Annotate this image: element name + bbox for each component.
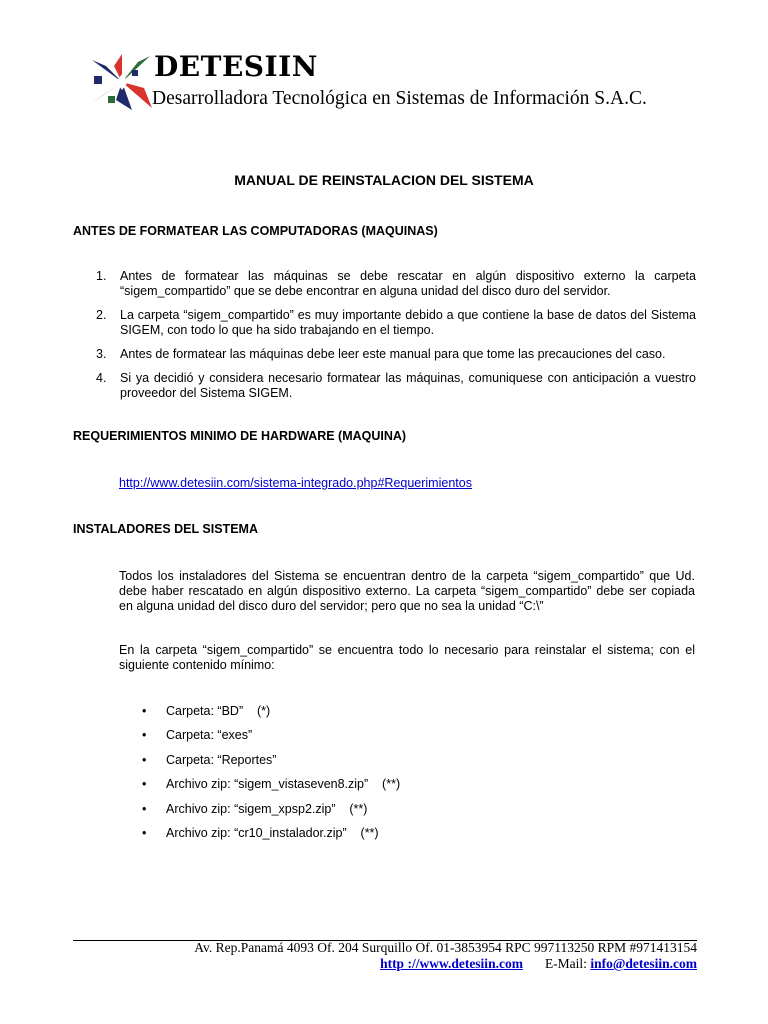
list-item <box>140 802 400 826</box>
list-item <box>140 728 400 752</box>
list-item-text: Archivo zip: “sigem_vistaseven8.zip” (**) <box>166 777 401 792</box>
footer-website-link[interactable]: http ://www.detesiin.com <box>380 956 523 971</box>
list-item <box>140 753 400 777</box>
footer-address: Av. Rep.Panamá 4093 Of. 204 Surquillo Of. 01-3853954 RPC 997113250 RPM #971413154 <box>194 940 697 955</box>
section-heading-before-format: ANTES DE FORMATEAR LAS COMPUTADORAS (MAQUINAS) <box>73 224 438 238</box>
section-heading-hardware: REQUERIMIENTOS MINIMO DE HARDWARE (MAQUINA) <box>73 429 407 443</box>
content-paragraph: En la carpeta “sigem_compartido” se encuentra todo lo necesario para reinstalar el sistema; con el siguiente contenido mínimo: <box>119 643 695 672</box>
list-item-text: Antes de formatear las máquinas debe leer este manual para que tome las precauciones del caso. <box>120 347 666 361</box>
list-item-number: 1. <box>96 269 107 283</box>
bullet-icon: • <box>142 752 147 767</box>
detesiin-logo-icon <box>88 52 154 112</box>
list-item <box>90 371 696 401</box>
list-item <box>90 347 696 362</box>
list-item <box>140 704 400 728</box>
footer-email-link[interactable]: info@detesiin.com <box>590 956 697 971</box>
list-item-text: La carpeta “sigem_compartido” es muy importante debido a que contiene la base de datos del Sistema SIGEM, con todo lo que ha sido trabajando en el tiempo. <box>120 308 696 337</box>
bullet-icon: • <box>142 728 147 743</box>
brand-subtitle: Desarrolladora Tecnológica en Sistemas de Información S.A.C. <box>152 88 647 109</box>
list-item-text: Carpeta: “Reportes” <box>166 752 277 767</box>
installers-paragraph: Todos los instaladores del Sistema se encuentran dentro de la carpeta “sigem_compartido” que Ud. debe haber rescatado en algún dispositivo externo. La carpeta “sigem_compartido” debe ser copiada en alguna unidad del disco duro del servidor; pero que no sea la unidad “C:\” <box>119 569 695 613</box>
bullet-list <box>140 704 400 850</box>
footer-contact <box>73 956 697 972</box>
bullet-icon: • <box>142 704 147 718</box>
document-title: MANUAL DE REINSTALACION DEL SISTEMA <box>234 172 534 188</box>
list-item <box>140 777 400 801</box>
list-item-number: 4. <box>96 371 107 385</box>
bullet-icon: • <box>142 777 147 792</box>
list-item-text: Carpeta: “BD” (*) <box>166 704 271 718</box>
bullet-icon: • <box>142 825 147 840</box>
footer-email-label: E-Mail: <box>544 956 591 971</box>
section-heading-installers: INSTALADORES DEL SISTEMA <box>73 522 258 536</box>
list-item-text: Antes de formatear las máquinas se debe rescatar en algún dispositivo externo la carpeta “sigem_compartido” que se debe encontrar en alguna unidad del disco duro del servidor. <box>120 269 696 298</box>
brand-name: DETESIIN <box>154 50 318 83</box>
list-item <box>90 308 696 338</box>
list-item-text: Si ya decidió y considera necesario formatear las máquinas, comuniquese con anticipación a vuestro proveedor del Sistema SIGEM. <box>120 371 696 400</box>
list-item <box>90 269 696 299</box>
letterhead <box>88 50 708 114</box>
list-item-text: Archivo zip: “cr10_instalador.zip” (**) <box>166 825 379 840</box>
list-item-text: Archivo zip: “sigem_xpsp2.zip” (**) <box>166 801 368 816</box>
requirements-link[interactable]: http://www.detesiin.com/sistema-integrado.php#Requerimientos <box>119 476 472 490</box>
numbered-list <box>90 269 696 410</box>
list-item-number: 3. <box>96 347 107 361</box>
list-item-number: 2. <box>96 308 107 322</box>
list-item-text: Carpeta: “exes” <box>166 728 253 743</box>
list-item <box>140 826 400 850</box>
bullet-icon: • <box>142 801 147 816</box>
